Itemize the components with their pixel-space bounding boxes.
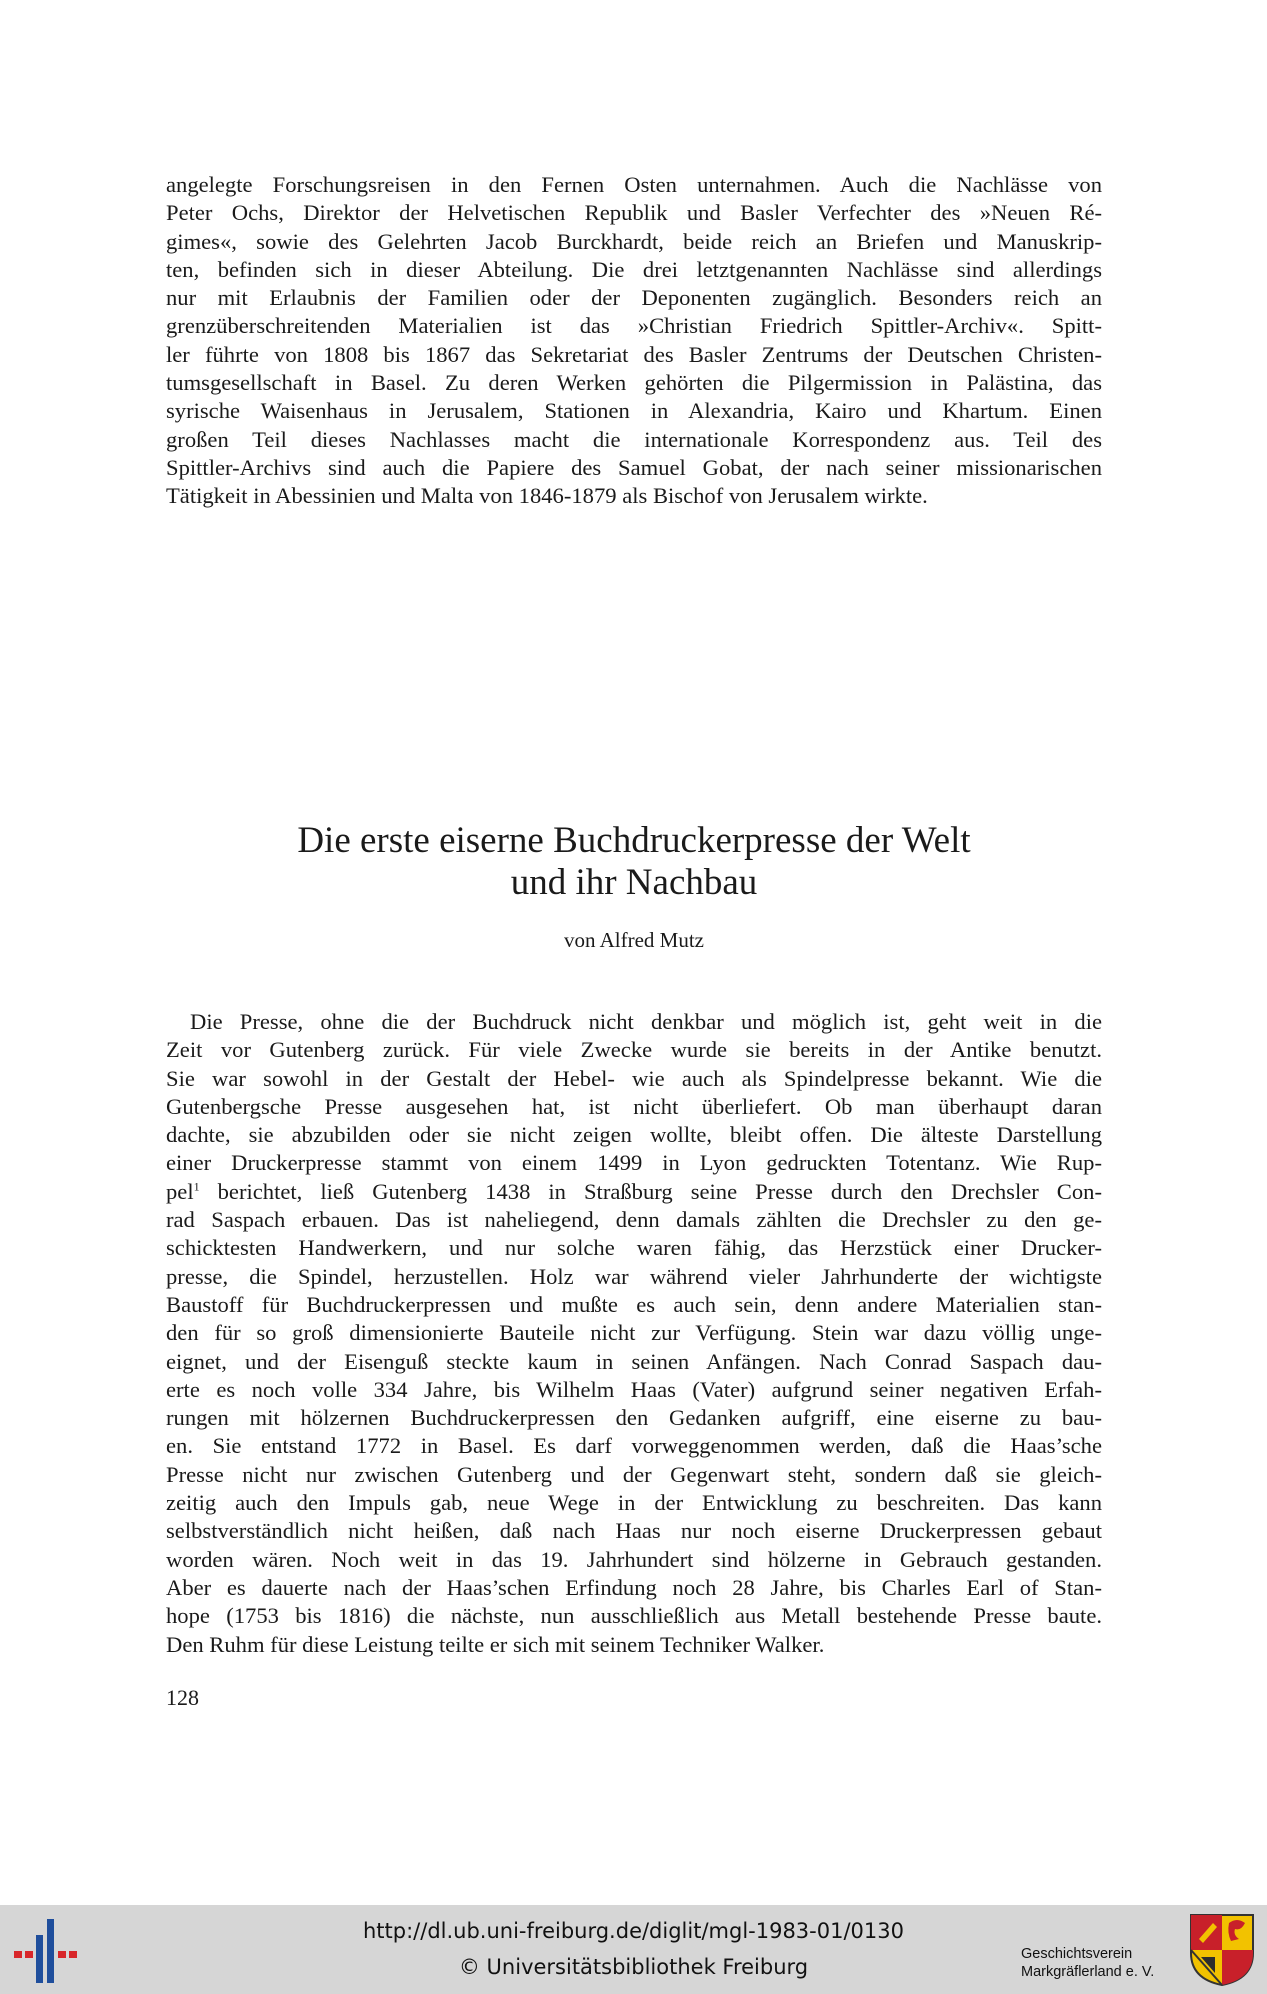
text-line: einer Druckerpresse stammt von einem 1499 in Lyon gedruckten Totentanz. Wie Rup- [166, 1150, 1102, 1176]
text-line: Gutenbergsche Presse ausgesehen hat, ist nicht überliefert. Ob man überhaupt daran [166, 1093, 1102, 1119]
text-line: Aber es dauerte nach der Haas’schen Erfindung noch 28 Jahre, bis Charles Earl of Stan- [166, 1574, 1102, 1600]
text-line: gimes«, sowie des Gelehrten Jacob Burckhardt, beide reich an Briefen und Manuskrip- [166, 228, 1102, 254]
text-fragment: pel [166, 1178, 194, 1204]
permalink-url[interactable]: http://dl.ub.uni-freiburg.de/diglit/mgl-1983-01/0130 [362, 1919, 904, 1943]
text-line: selbstverständlich nicht heißen, daß nach Haas nur noch eiserne Druckerpressen gebaut [166, 1518, 1102, 1544]
text-line: Presse nicht nur zwischen Gutenberg und der Gegenwart steht, sondern daß sie gleich- [166, 1461, 1102, 1487]
viewer-footer [0, 1905, 1267, 1994]
text-line: ler führte von 1808 bis 1867 das Sekretariat des Basler Zentrums der Deutschen Christen- [166, 341, 1102, 367]
text-line: syrische Waisenhaus in Jerusalem, Stationen in Alexandria, Kairo und Khartum. Einen [166, 398, 1102, 424]
text-line: grenzüberschreitenden Materialien ist das »Christian Friedrich Spittler-Archiv«. Spitt- [166, 313, 1102, 339]
text-line: Zeit vor Gutenberg zurück. Für viele Zwecke wurde sie bereits in der Antike benutzt. [166, 1037, 1102, 1063]
association-name-line: Markgräflerland e. V. [1021, 1964, 1155, 1980]
text-line: zeitig auch den Impuls gab, neue Wege in der Entwicklung zu beschreiten. Das kann [166, 1490, 1102, 1516]
text-line [166, 1178, 1102, 1206]
article-title-line: und ihr Nachbau [510, 862, 758, 903]
text-line: Spittler-Archivs sind auch die Papiere des Samuel Gobat, der nach seiner missionarischen [166, 454, 1102, 480]
text-line: erte es noch volle 334 Jahre, bis Wilhelm Haas (Vater) aufgrund seiner negativen Erfah- [166, 1376, 1102, 1402]
text-line: schicktesten Handwerkern, und nur solche waren fähig, das Herzstück einer Drucker- [166, 1235, 1102, 1261]
text-line: tumsgesellschaft in Basel. Zu deren Werken gehörten die Pilgermission in Palästina, das [166, 370, 1102, 396]
text-line: Die Presse, ohne die der Buchdruck nicht denkbar und möglich ist, geht weit in die [190, 1009, 1102, 1034]
text-line: den für so groß dimensionierte Bauteile nicht zur Verfügung. Stein war dazu völlig unge- [166, 1320, 1102, 1346]
text-line: eignet, und der Eisenguß steckte kaum in seinen Anfängen. Nach Conrad Saspach dau- [166, 1348, 1102, 1374]
article-title-line: Die erste eiserne Buchdruckerpresse der Welt [297, 820, 971, 861]
text-line: presse, die Spindel, herzustellen. Holz war während vieler Jahrhunderte der wichtigste [166, 1263, 1102, 1289]
text-line: hope (1753 bis 1816) die nächste, nun ausschließlich aus Metall bestehende Presse baute. [166, 1603, 1102, 1629]
text-line: Baustoff für Buchdruckerpressen und mußte es auch sein, denn andere Materialien stan- [166, 1291, 1102, 1317]
text-line: ten, befinden sich in dieser Abteilung. Die drei letztgenannten Nachlässe sind allerdings [166, 256, 1102, 282]
text-line: großen Teil dieses Nachlasses macht die internationale Korrespondenz aus. Teil des [166, 426, 1102, 452]
text-fragment: berichtet, ließ Gutenberg 1438 in Straßburg seine Presse durch den Drechsler Con- [199, 1178, 1102, 1204]
intro-paragraph [166, 171, 1102, 511]
text-line: worden wären. Noch weit in das 19. Jahrhundert sind hölzerne in Gebrauch gestanden. [166, 1546, 1102, 1572]
page-number: 128 [166, 1685, 199, 1710]
text-line: en. Sie entstand 1772 in Basel. Es darf vorweggenommen werden, daß die Haas’sche [166, 1433, 1102, 1459]
text-line: Peter Ochs, Direktor der Helvetischen Republik und Basler Verfechter des »Neuen Ré- [166, 200, 1102, 226]
text-line: Tätigkeit in Abessinien und Malta von 1846-1879 als Bischof von Jerusalem wirkte. [166, 483, 928, 509]
text-line: dachte, sie abzubilden oder sie nicht zeigen wollte, bleibt offen. Die älteste Darstellung [166, 1122, 1102, 1148]
article-title [166, 820, 1102, 904]
text-line: rungen mit hölzernen Buchdruckerpressen den Gedanken aufgriff, eine eiserne zu bau- [166, 1405, 1102, 1431]
association-name [1021, 1945, 1154, 1981]
footnote-reference[interactable]: 1 [193, 1179, 200, 1194]
text-line: rad Saspach erbauen. Das ist naheliegend, denn damals zählten die Drechsler zu den ge- [166, 1207, 1102, 1233]
copyright-notice: © Universitätsbibliothek Freiburg [458, 1955, 809, 1979]
text-line: nur mit Erlaubnis der Familien oder der Deponenten zugänglich. Besonders reich an [166, 285, 1102, 311]
article-body [166, 1008, 1102, 1659]
text-line: angelegte Forschungsreisen in den Fernen Osten unternahmen. Auch die Nachlässe von [166, 172, 1102, 197]
article-author: von Alfred Mutz [564, 928, 704, 952]
text-line: Den Ruhm für diese Leistung teilte er sich mit seinem Techniker Walker. [166, 1631, 825, 1657]
text-line: Sie war sowohl in der Gestalt der Hebel- wie auch als Spindelpresse bekannt. Wie die [166, 1065, 1102, 1091]
association-name-line: Geschichtsverein [1021, 1946, 1133, 1962]
coat-of-arms-icon [1189, 1913, 1255, 1987]
